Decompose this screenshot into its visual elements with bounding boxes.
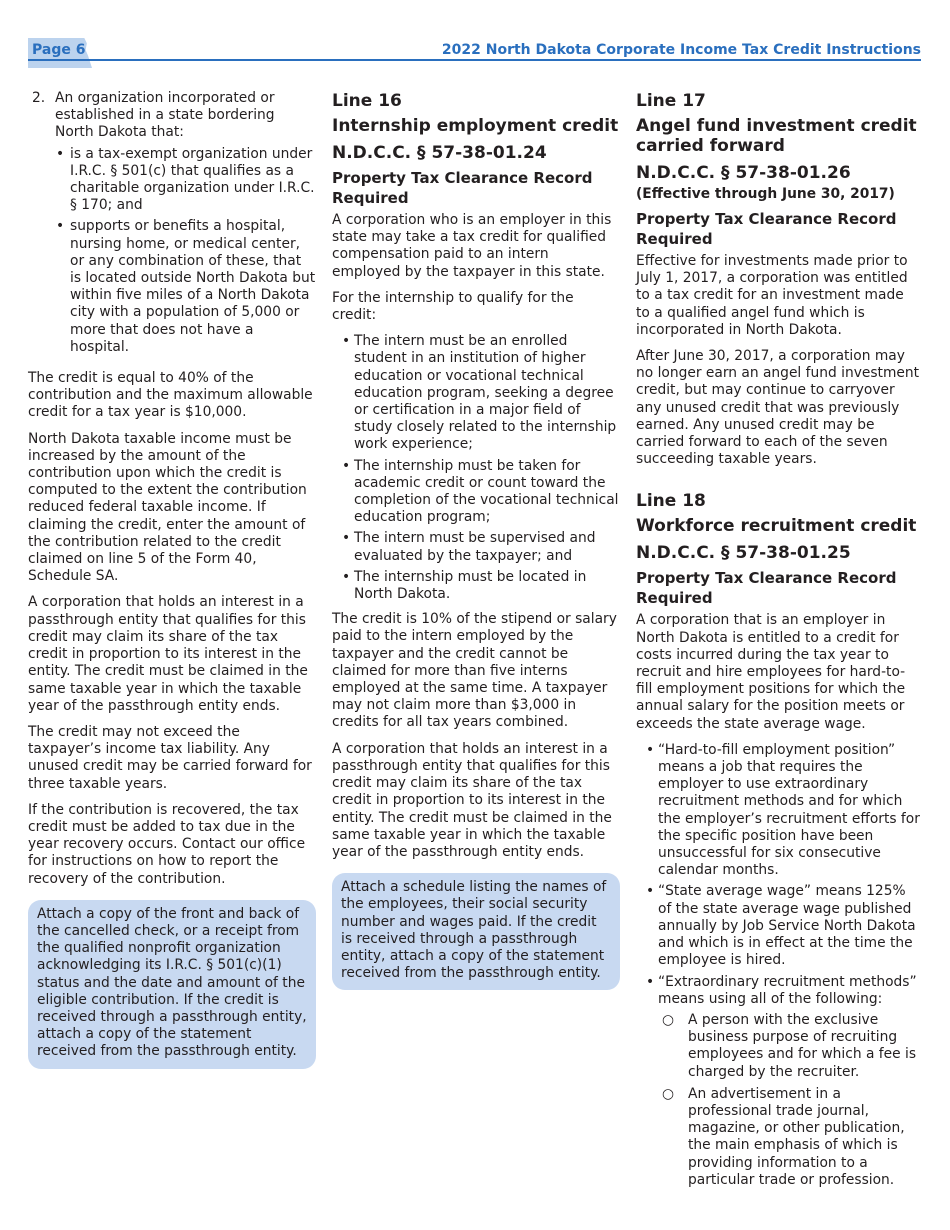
- paragraph: A corporation that is an employer in North Dakota is entitled to a credit for costs incurred during the tax year to recruit and hire employees for hard-to-fill employment positions for which the annual salary for the position meets or exceeds the state average wage.: [636, 612, 906, 732]
- column-right: [636, 90, 920, 1194]
- effective-date-note: (Effective through June 30, 2017): [636, 186, 895, 202]
- paragraph: A corporation who is an employer in this state may take a tax credit for qualified compensation paid to an intern employed by the taxpayer in this state.: [332, 212, 612, 280]
- item-bullet-list: [55, 146, 316, 356]
- column-left: [28, 90, 316, 1069]
- statute-reference: N.D.C.C. § 57-38-01.24: [332, 143, 547, 163]
- paragraph: The credit is 10% of the stipend or salary paid to the intern employed by the taxpayer and the credit cannot be claimed for more than five interns employed at the same time. A taxpayer may not claim more than $3,000 in credits for all tax years combined.: [332, 611, 617, 731]
- subheading: Property Tax Clearance Record Required: [332, 169, 593, 207]
- list-item: • The internship must be located in North Dakota.: [332, 569, 620, 603]
- paragraph: For the internship to qualify for the credit:: [332, 289, 574, 324]
- list-item: • The intern must be supervised and evaluated by the taxpayer; and: [332, 530, 620, 564]
- statute-reference: N.D.C.C. § 57-38-01.25: [636, 543, 851, 564]
- statute-reference: N.D.C.C. § 57-38-01.26: [636, 163, 851, 183]
- item-number: 2.: [32, 90, 46, 106]
- attachment-note-box: Attach a schedule listing the names of the employees, their social security number and wages paid. If the credit is received through a passthrough entity, attach a copy of the statement received from the passthrough entity.: [332, 873, 620, 990]
- list-item: • “State average wage” means 125% of the state average wage published annually by Job Service North Dakota and which is in effect at the time the employee is hired.: [636, 883, 920, 969]
- paragraph: The credit is equal to 40% of the contribution and the maximum allowable credit for a tax year is $10,000.: [28, 370, 313, 421]
- paragraph: A corporation that holds an interest in a passthrough entity that qualifies for this credit may claim its share of the tax credit in proportion to its interest in the entity. The credit must be claimed in the same taxable year in which the taxable year of the passthrough entity ends.: [28, 594, 308, 714]
- numbered-item-2: [28, 90, 316, 364]
- bullet-icon: •: [342, 568, 351, 585]
- section-title: Angel fund investment credit carried forward: [636, 116, 917, 156]
- attachment-note-box: Attach a copy of the front and back of the cancelled check, or a receipt from the qualified nonprofit organization acknowledging its I.R.C. § 501(c)(1) status and the date and amount of the eligible contribution. If the credit is received through a passthrough entity, attach a copy of the statement received from the passthrough entity.: [28, 900, 316, 1069]
- list-item: • The internship must be taken for academic credit or count toward the completion of the vocational technical education program;: [332, 458, 620, 527]
- subheading: Property Tax Clearance Record Required: [636, 569, 897, 608]
- bullet-icon: •: [342, 530, 351, 547]
- recruitment-methods-list: [658, 1012, 920, 1189]
- header-rule: [28, 59, 921, 61]
- list-item: • is a tax-exempt organization under I.R.C. § 501(c) that qualifies as a charitable organization under I.R.C. § 170; and: [56, 145, 315, 214]
- column-middle: [332, 90, 620, 990]
- bullet-icon: •: [646, 741, 655, 758]
- page-number: Page 6: [32, 42, 86, 58]
- list-item: • “Hard-to-fill employment position” means a job that requires the employer to use extraordinary recruitment methods and for which the employer’s recruitment efforts for the specific position have been unsuccessful for six consecutive calendar months.: [636, 742, 920, 880]
- page-header: [28, 36, 921, 62]
- list-item: • The intern must be an enrolled student in an institution of higher education or vocational technical education program, seeking a degree or certification in a major field of study closely related to the internship work experience;: [332, 333, 620, 453]
- section-title: Workforce recruitment credit: [636, 516, 917, 537]
- paragraph: The credit may not exceed the taxpayer’s income tax liability. Any unused credit may be carried forward for three taxable years.: [28, 723, 312, 792]
- document-title: 2022 North Dakota Corporate Income Tax Credit Instructions: [441, 42, 921, 58]
- bullet-icon: •: [342, 333, 351, 350]
- list-item: ○ A person with the exclusive business purpose of recruiting employees and for which a fee is charged by the recruiter.: [658, 1012, 920, 1081]
- line-18-heading: Line 18: [636, 491, 706, 512]
- definitions-list: [636, 742, 920, 1008]
- list-item: • supports or benefits a hospital, nursing home, or medical center, or any combination of these, that is located outside North Dakota but within five miles of a North Dakota city with a population of 5,000 or more that does not have a hospital.: [56, 218, 316, 355]
- section-title: Internship employment credit: [332, 116, 619, 136]
- circle-bullet-icon: ○: [662, 1011, 675, 1028]
- bullet-icon: •: [646, 883, 655, 900]
- list-item: • “Extraordinary recruitment methods” means using all of the following:: [636, 974, 920, 1008]
- paragraph: If the contribution is recovered, the tax credit must be added to tax due in the year recovery occurs. Contact our office for instructions on how to report the recovery of the contribution.: [28, 801, 306, 887]
- paragraph: North Dakota taxable income must be increased by the amount of the contribution upon which the credit is computed to the extent the contribution reduced federal taxable income. If claiming the credit, enter the amount of the contribution related to the credit claimed on line 5 of the Form 40, Schedule SA.: [28, 430, 307, 585]
- bullet-icon: •: [56, 145, 65, 162]
- paragraph: Effective for investments made prior to July 1, 2017, a corporation was entitled to a tax credit for an investment made to a qualified angel fund which is incorporated in North Dakota.: [636, 253, 908, 338]
- bullet-icon: •: [56, 218, 65, 235]
- paragraph: A corporation that holds an interest in a passthrough entity that qualifies for this credit may claim its share of the tax credit in proportion to its interest in the entity. The credit must be claimed in the same taxable year in which the taxable year of the passthrough entity ends.: [332, 740, 612, 860]
- line-16-heading: Line 16: [332, 91, 402, 111]
- requirements-list: [332, 333, 620, 603]
- subheading: Property Tax Clearance Record Required: [636, 210, 897, 248]
- list-item: ○ An advertisement in a professional trade journal, magazine, or other publication, the main emphasis of which is providing information to a particular trade or profession.: [658, 1086, 920, 1189]
- bullet-icon: •: [646, 973, 655, 990]
- circle-bullet-icon: ○: [662, 1085, 675, 1102]
- line-17-heading: Line 17: [636, 91, 706, 111]
- paragraph: After June 30, 2017, a corporation may no longer earn an angel fund investment credit, but may continue to carryover any unused credit that was previously earned. Any unused credit may be carried forward to each of the seven succeeding taxable years.: [636, 348, 920, 468]
- item-text: An organization incorporated or established in a state bordering North Dakota that:: [55, 90, 275, 141]
- bullet-icon: •: [342, 457, 351, 474]
